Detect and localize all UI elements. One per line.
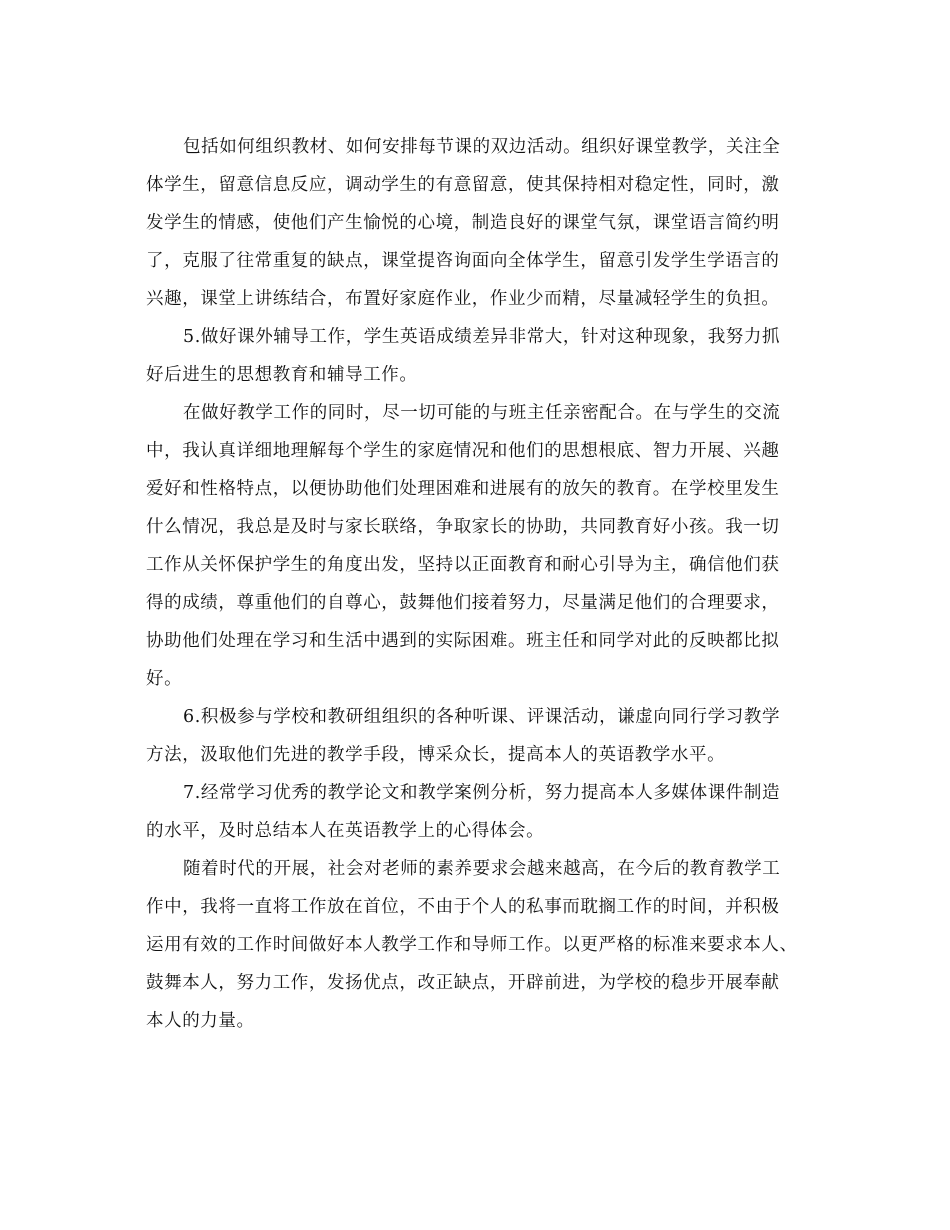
text-line: 方法，汲取他们先进的教学手段，博采众长，提高本人的英语教学水平。 [146, 745, 726, 765]
text-line: 运用有效的工作时间做好本人教学工作和导师工作。以更严格的标准来要求本人、 [146, 935, 798, 955]
text-line: 6.积极参与学校和教研组组织的各种听课、评课活动，谦虚向同行学习教学 [183, 707, 781, 727]
text-line: 鼓舞本人，努力工作，发扬优点，改正缺点，开辟前进，为学校的稳步开展奉献 [146, 973, 780, 993]
text-line: 协助他们处理在学习和生活中遇到的实际困难。班主任和同学对此的反映都比拟 [146, 631, 780, 651]
text-line: 随着时代的开展，社会对老师的素养要求会越来越高，在今后的教育教学工 [183, 859, 781, 879]
text-line: 的水平，及时总结本人在英语教学上的心得体会。 [146, 821, 545, 841]
text-line: 兴趣，课堂上讲练结合，布置好家庭作业，作业少而精，尽量减轻学生的负担。 [146, 289, 780, 309]
text-line: 体学生，留意信息反应，调动学生的有意留意，使其保持相对稳定性，同时，激 [146, 175, 780, 195]
text-line: 本人的力量。 [146, 1011, 255, 1031]
text-line: 在做好教学工作的同时，尽一切可能的与班主任亲密配合。在与学生的交流 [183, 403, 781, 423]
text-line: 好后进生的思想教育和辅导工作。 [146, 365, 418, 385]
text-line: 包括如何组织教材、如何安排每节课的双边活动。组织好课堂教学，关注全 [183, 137, 781, 157]
text-line: 什么情况，我总是及时与家长联络，争取家长的协助，共同教育好小孩。我一切 [146, 517, 780, 537]
text-line: 工作从关怀保护学生的角度出发，坚持以正面教育和耐心引导为主，确信他们获 [146, 555, 780, 575]
text-line: 好。 [146, 669, 183, 689]
text-line: 5.做好课外辅导工作，学生英语成绩差异非常大，针对这种现象，我努力抓 [183, 327, 781, 347]
text-line: 7.经常学习优秀的教学论文和教学案例分析，努力提高本人多媒体课件制造 [183, 783, 781, 803]
text-line: 发学生的情感，使他们产生愉悦的心境，制造良好的课堂气氛，课堂语言简约明 [146, 213, 780, 233]
text-line: 中，我认真详细地理解每个学生的家庭情况和他们的思想根底、智力开展、兴趣 [146, 441, 780, 461]
text-line: 作中，我将一直将工作放在首位，不由于个人的私事而耽搁工作的时间，并积极 [146, 897, 780, 917]
text-line: 爱好和性格特点，以便协助他们处理困难和进展有的放矢的教育。在学校里发生 [146, 479, 780, 499]
document-body [146, 128, 810, 1040]
text-line: 得的成绩，尊重他们的自尊心，鼓舞他们接着努力，尽量满足他们的合理要求， [146, 593, 780, 613]
text-line: 了，克服了往常重复的缺点，课堂提咨询面向全体学生，留意引发学生学语言的 [146, 251, 780, 271]
